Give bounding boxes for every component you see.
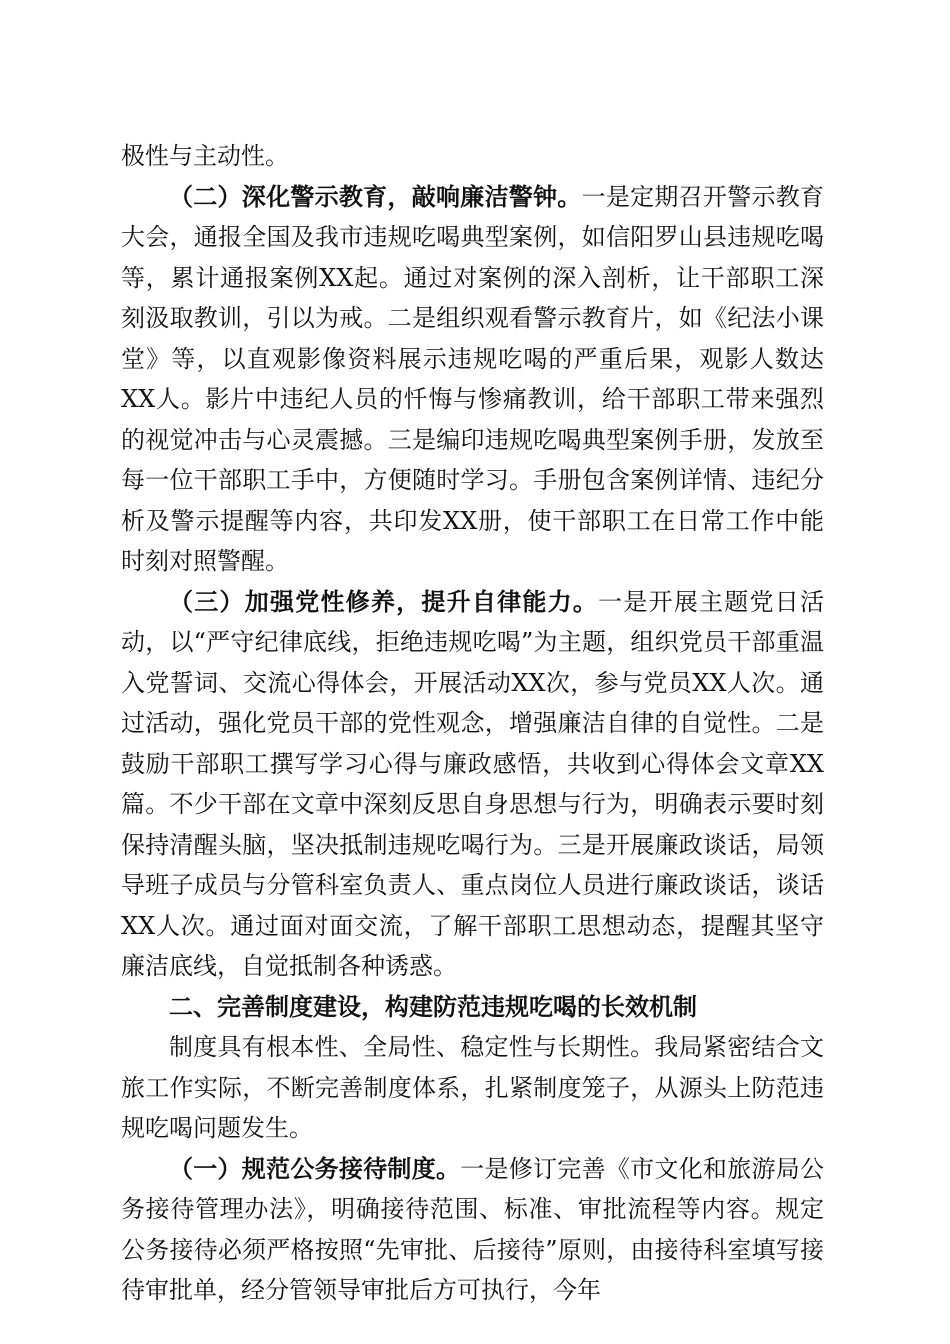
subheading-2-1: （一）规范公务接待制度。 — [169, 1154, 461, 1183]
section-2-intro: 制度具有根本性、全局性、稳定性与长期性。我局紧密结合文旅工作实际，不断完善制度体系，扎紧制度笼子，从源头上防范违规吃喝问题发生。 — [121, 1033, 824, 1142]
paragraph-1-3 — [121, 582, 824, 987]
subheading-1-3: （三）加强党性修养，提升自律能力。 — [169, 587, 599, 616]
section-2-title: 二、完善制度建设，构建防范违规吃喝的长效机制 — [169, 992, 697, 1021]
continuation-text: 极性与主动性。 — [121, 142, 289, 170]
paragraph-2-1-body: 一是修订完善《市文化和旅游局公务接待管理办法》，明确接待范围、标准、审批流程等内容。规定公务接待必须严格按照“先审批、后接待”原则，由接待科室填写接待审批单，经分管领导审批后方可执行，今年 — [121, 1154, 825, 1304]
paragraph-1-2 — [121, 177, 824, 582]
paragraph-1-2-body: 一是定期召开警示教育大会，通报全国及我市违规吃喝典型案例，如信阳罗山县违规吃喝等，累计通报案例XX起。通过对案例的深入剖析，让干部职工深刻汲取教训，引以为戒。二是组织观看警示教育片，如《纪法小课堂》等，以直观影像资料展示违规吃喝的严重后果，观影人数达XX人。影片中违纪人员的忏悔与惨痛教训，给干部职工带来强烈的视觉冲击与心灵震撼。三是编印违规吃喝典型案例手册，发放至每一位干部职工手中，方便随时学习。手册包含案例详情、违纪分析及警示提醒等内容，共印发XX册，使干部职工在日常工作中能时刻对照警醒。 — [121, 182, 825, 575]
subheading-1-2: （二）深化警示教育，敲响廉洁警钟。 — [169, 182, 582, 211]
paragraph-1-3-body: 一是开展主题党日活动，以“严守纪律底线，拒绝违规吃喝”为主题，组织党员干部重温入党誓词、交流心得体会，开展活动XX次，参与党员XX人次。通过活动，强化党员干部的党性观念，增强廉洁自律的自觉性。二是鼓励干部职工撰写学习心得与廉政感悟，共收到心得体会文章XX篇。不少干部在文章中深刻反思自身思想与行为，明确表示要时刻保持清醒头脑，坚决抵制违规吃喝行为。三是开展廉政谈话，局领导班子成员与分管科室负责人、重点岗位人员进行廉政谈话，谈话XX人次。通过面对面交流，了解干部职工思想动态，提醒其坚守廉洁底线，自觉抵制各种诱惑。 — [121, 587, 825, 980]
document-body — [121, 136, 824, 1311]
continuation-paragraph — [121, 136, 824, 177]
paragraph-2-1 — [121, 1149, 824, 1311]
